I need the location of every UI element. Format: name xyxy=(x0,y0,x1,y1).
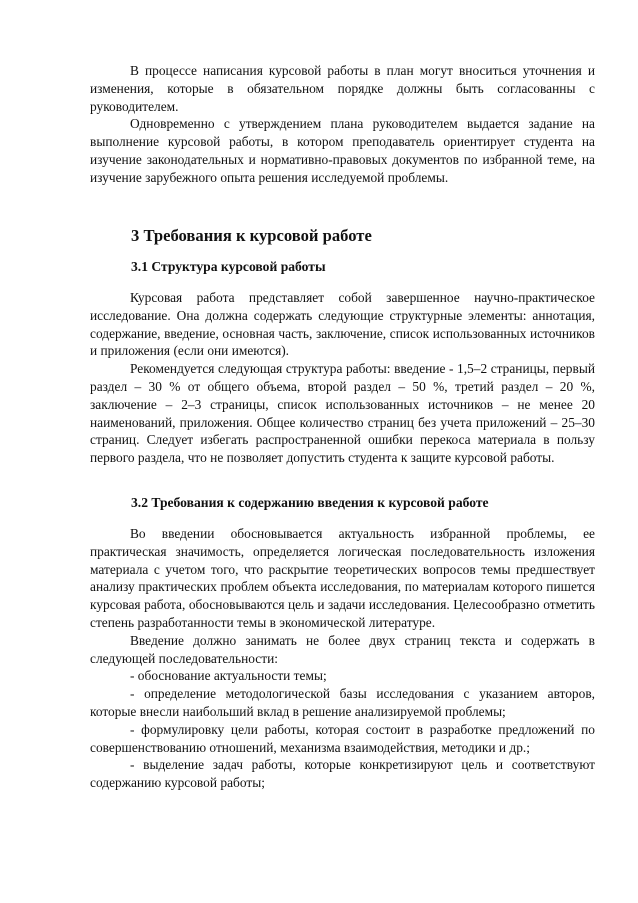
intro-paragraph-1: В процессе написания курсовой работы в план могут вноситься уточнения и изменения, которые в обязательном порядке должны быть согласованны с руководителем. xyxy=(90,63,595,114)
intro-text xyxy=(90,62,595,187)
section-3-2-paragraph-1: Во введении обосновывается актуальность избранной проблемы, ее практическая значимость, определяется логическая последовательность изложения материала с учетом того, что раскрытие теоретических вопросов темы предшествует анализу практических проблем объекта исследования, по материалам которого пишется курсовая работа, обосновываются цель и задачи исследования. Целесообразно отметить степень разработанности темы в экономической литературе. xyxy=(90,526,595,630)
section-3-heading: 3 Требования к курсовой работе xyxy=(131,226,372,245)
section-3-1-paragraph-1: Курсовая работа представляет собой завершенное научно-практическое исследование. Она должна содержать следующие структурные элементы: аннотация, содержание, введение, основная часть, заключение, список использованных источников и приложения (если они имеются). xyxy=(90,290,595,359)
section-3-2-heading: 3.2 Требования к содержанию введения к курсовой работе xyxy=(131,495,489,510)
section-3-2-text xyxy=(90,525,595,792)
section-3-1-heading: 3.1 Структура курсовой работы xyxy=(131,259,326,274)
intro-paragraph-2: Одновременно с утверждением плана руководителем выдается задание на выполнение курсовой работы, в котором преподаватель ориентирует студента на изучение законодательных и нормативно-правовых документов по избранной теме, на изучение зарубежного опыта решения исследуемой проблемы. xyxy=(90,116,595,185)
section-3-1-paragraph-2: Рекомендуется следующая структура работы: введение - 1,5–2 страницы, первый раздел – 30 % от общего объема, второй раздел – 50 %, третий раздел – 20 %, заключение – 2–3 страницы, список использованных источников – не менее 20 наименований, приложения. Общее количество страниц без учета приложений – 25–30 страниц. Следует избегать распространенной ошибки перекоса материала в пользу первого раздела, что не позволяет допустить студента к защите курсовой работы. xyxy=(90,361,595,466)
section-3-2-paragraph-2: Введение должно занимать не более двух страниц текста и содержать в следующей последовательности: xyxy=(90,632,595,666)
section-3-1-text xyxy=(90,289,595,467)
list-item: - обоснование актуальности темы; xyxy=(130,668,327,684)
list-item: - формулировку цели работы, которая состоит в разработке предложений по совершенствованию отношений, механизма взаимодействия, методики и др.; xyxy=(90,721,595,755)
list-item: - выделение задач работы, которые конкретизируют цель и соответствуют содержанию курсовой работы; xyxy=(90,757,595,791)
list-item: - определение методологической базы исследования с указанием авторов, которые внесли наибольший вклад в решение анализируемой проблемы; xyxy=(90,686,595,719)
